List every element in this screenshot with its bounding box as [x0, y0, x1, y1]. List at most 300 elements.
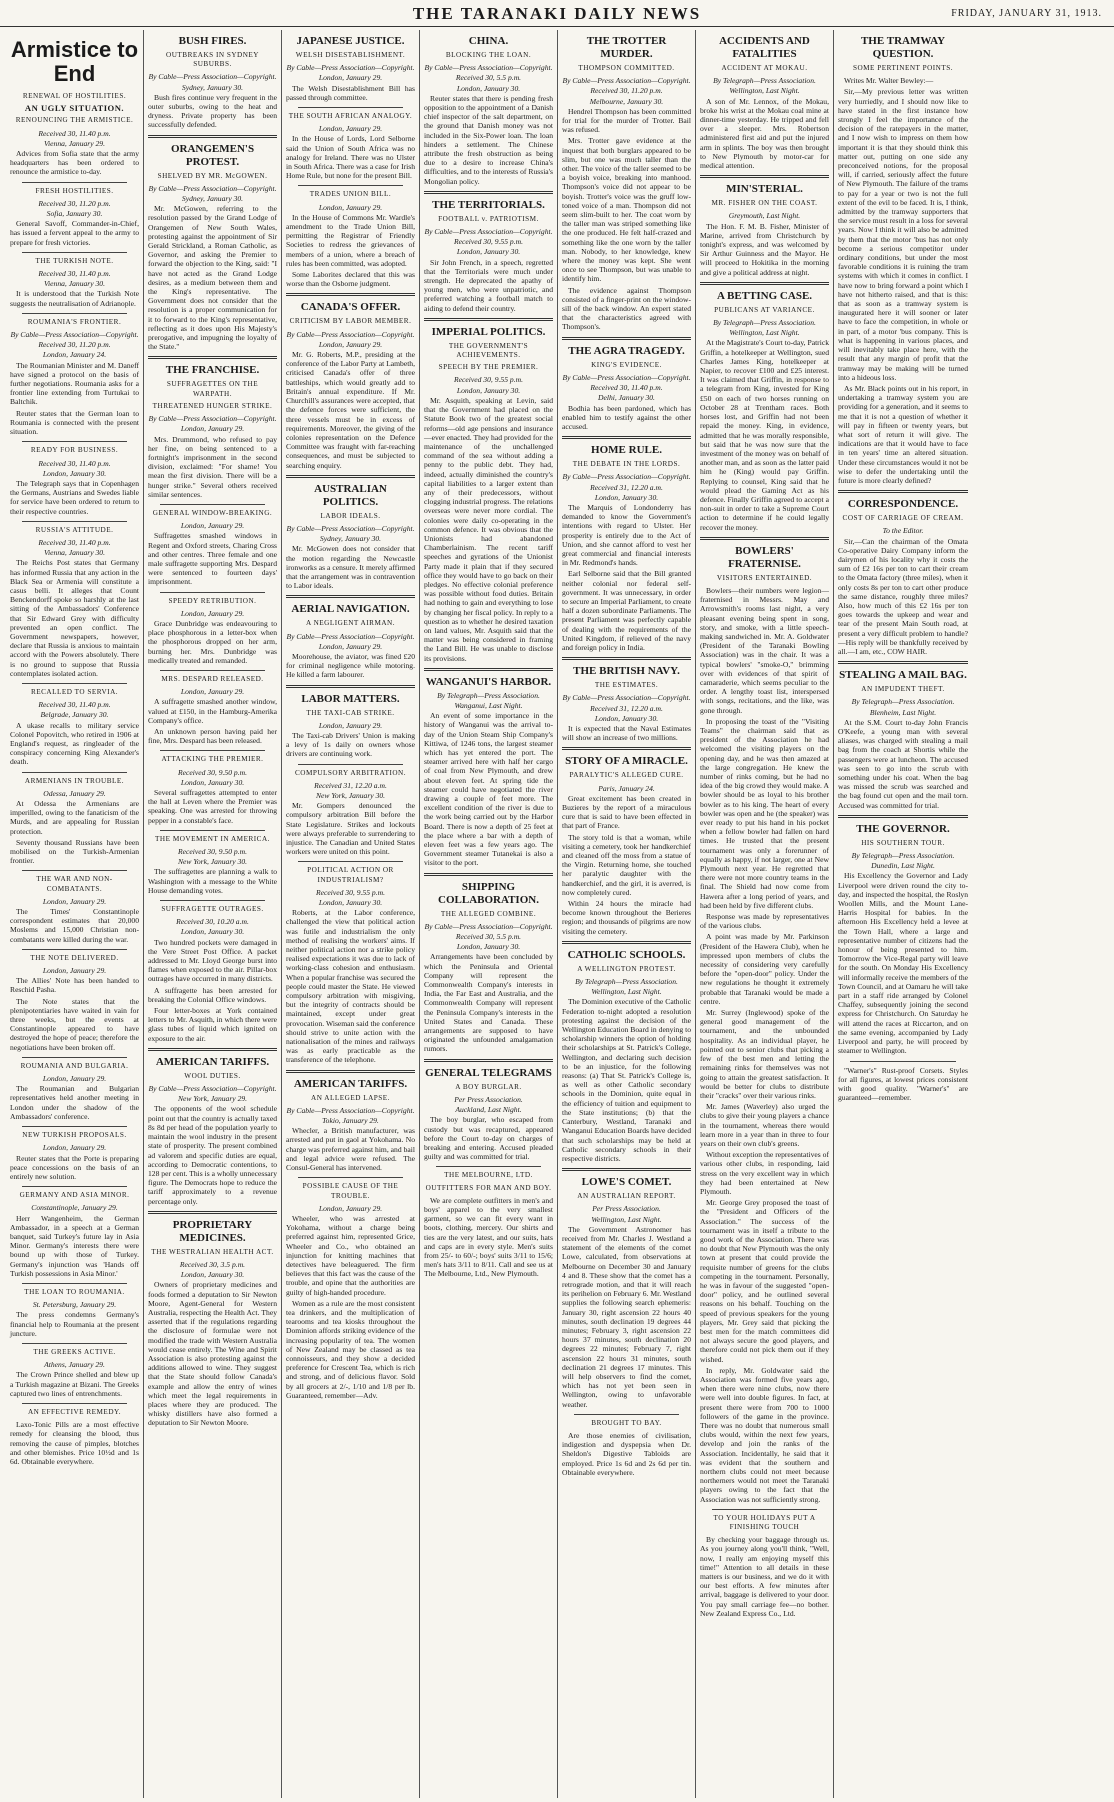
article-subheading: POLITICAL ACTION OR INDUSTRIALISM?	[307, 866, 394, 884]
article-paragraph: Several suffragettes attempted to enter the hall at Leven where the Premier was speaking. One was arrested for throwing pepper in a constable's face.	[148, 788, 277, 825]
article-dateline: By Cable—Press Association—Copyright.	[286, 329, 415, 339]
news-columns	[6, 30, 1110, 1798]
article	[10, 1403, 139, 1466]
article-headline: THE GOVERNOR.	[856, 822, 950, 835]
article-paragraph: A son of Mr. Lennox, of the Mokau, broke his wrist at the Mokau coal mine at dinner-time yesterday. He tripped and fell over a sleeper. Mrs. Robertson administered first aid and put the injured arm in splints. The boy was then brought to New Plymouth by motor-car for medical attention.	[700, 96, 829, 171]
article-paragraph: In the House of Lords, Lord Selborne said the Union of South Africa was no analogy for Ireland. There was no Ulster in South Africa. There was a case for Irish Home Rule, but none for the present Bill.	[286, 134, 415, 181]
section-rule	[298, 764, 403, 765]
section-rule	[160, 592, 265, 593]
article	[10, 182, 139, 247]
article-dateline: Received 30, 9.55 p.m.	[454, 375, 523, 385]
article-dateline: Sydney, January 30.	[181, 82, 244, 92]
article	[562, 657, 691, 742]
article-paragraph: The Times' Constantinople correspondent estimates that 20,000 Moslems and 15,000 Christian non-combatants were killed during the war.	[10, 907, 139, 944]
article-dateline: London, January 29.	[318, 720, 383, 730]
article-headline: AMERICAN TARIFFS.	[155, 1055, 270, 1068]
article-paragraph: The Taxi-cab Drivers' Union is making a levy of 1s daily on owners whose drivers are continuing work.	[286, 730, 415, 759]
news-column	[144, 30, 282, 1798]
article	[562, 35, 691, 332]
article-dateline: By Cable—Press Association—Copyright.	[424, 63, 553, 73]
section-rule	[574, 1414, 679, 1415]
section-rule	[22, 1186, 127, 1187]
article-headline: ORANGEMEN'S PROTEST.	[170, 142, 255, 168]
headline-rule	[148, 1048, 277, 1051]
article-dateline: Wanganui, Last Night.	[454, 700, 523, 710]
article-subheading: THE TAXI-CAB STRIKE.	[306, 708, 395, 717]
section-rule	[22, 1057, 127, 1058]
news-column	[6, 30, 144, 1798]
article-dateline: By Telegraph—Press Association.	[851, 697, 955, 707]
article-subheading: TO YOUR HOLIDAYS PUT A FINISHING TOUCH	[713, 1513, 816, 1532]
article-paragraph: The Marquis of Londonderry has demanded to know the Government's intentions with regard to Ulster. Her prosperity is entirely due to the Act of Union, and she cannot afford to vest her great commercial and financial interests in Mr. Redmond's hands.	[562, 502, 691, 568]
article-dateline: London, January 29.	[42, 966, 107, 976]
article-headline: GENERAL TELEGRAMS	[425, 1066, 552, 1079]
article-paragraph: Mr. McGowen, referring to the resolution passed by the Grand Lodge of Orangemen of New South Wales, protesting against the appointment of Sir Gerald Strickland, a Roman Catholic, as Governor, and asking the Premier to forward the objection to the King, said: "I have not acted as the Grand Lodge desires, as a medium between them and the King's representative. The Government does not consider that the resolution is a proper communication for it to forward to the King's representative, reflecting as it does upon His Majesty's prerogative, and impugning the loyalty of the State."	[148, 204, 277, 352]
article	[424, 318, 553, 663]
section-rule	[22, 521, 127, 522]
article-subheading: THE TURKISH NOTE.	[35, 256, 114, 265]
article-headline: CANADA'S OFFER.	[300, 301, 401, 314]
headline-rule	[838, 661, 968, 664]
news-column	[696, 30, 834, 1798]
article-dateline: Per Press Association.	[454, 1094, 523, 1104]
section-rule	[22, 252, 127, 253]
article-paragraph: Laxo-Tonic Pills are a most effective remedy for cleansing the blood, thus removing the cause of pimples, blotches and other blemishes. Price 10½d and 1s 6d. Obtainable everywhere.	[10, 1420, 139, 1466]
article-paragraph: Hendrel Thompson has been committed for trial for the murder of Trotter. Bail was refused.	[562, 106, 691, 135]
article-dateline: By Telegraph—Press Association.	[437, 690, 540, 700]
article-subheading: GERMANY AND ASIA MINOR.	[19, 1191, 130, 1200]
article-subheading: GENERAL WINDOW-BREAKING.	[152, 508, 273, 517]
article-subheading: A BOY BURGLAR.	[455, 1082, 522, 1091]
article-dateline: Received 30, 11.40 p.m.	[38, 700, 111, 710]
article-paragraph: Mrs. Drummond, who refused to pay her fine, on being sentenced to a fortnight's imprisonment in the second division, exclaimed: "For shame! You mean the first division. There will be a hunger strike." Several others received similar sentences.	[148, 434, 277, 499]
article	[562, 1168, 691, 1409]
article	[700, 1509, 829, 1618]
headline-rule	[148, 135, 277, 138]
article-subheading: ACCIDENT AT MOKAU.	[721, 64, 808, 72]
article	[562, 436, 691, 652]
article-subheading: RENEWAL OF HOSTILITIES.	[22, 92, 127, 100]
article-dateline: London, January 29.	[180, 608, 245, 618]
article-headline: BOWLERS' FRATERNISE.	[728, 544, 801, 570]
article	[286, 764, 415, 857]
article-headline: MIN'STERIAL.	[726, 183, 803, 196]
article-dateline: London, January 29.	[318, 339, 383, 349]
article	[562, 1414, 691, 1477]
section-rule	[436, 1166, 541, 1167]
article-dateline: Sydney, January 30.	[181, 194, 244, 204]
article-dateline: New York, January 29.	[177, 1094, 248, 1104]
article	[286, 293, 415, 469]
article-dateline: Wellington, Last Night.	[591, 987, 662, 997]
article-headline: THE FRANCHISE.	[165, 364, 260, 377]
article	[10, 1057, 139, 1121]
article	[562, 941, 691, 1163]
article-paragraph: Earl Selborne said that the Bill granted neither colonial nor federal self-government. It was unnecessary, in order to secure an Imperial Parliament, to create half a dozen subordinate Parliaments. The present Parliament was perfectly capable of dealing with the requirements of the United Kingdom, if relieved of the navy and foreign policy in India.	[562, 569, 691, 652]
article-dateline: Received 30, 11.40 p.m.	[38, 458, 111, 468]
news-column	[282, 30, 420, 1798]
article-paragraph: Advices from Sofia state that the army headquarters has been ordered to renounce the armistice to-day.	[10, 149, 139, 177]
article-subheading: AN EFFECTIVE REMEDY.	[27, 1407, 122, 1416]
article-dateline: London, January 29.	[318, 1203, 383, 1213]
article-subheading: OUTFITTERS FOR MAN AND BOY.	[425, 1183, 552, 1192]
article-subheading: THE MOVEMENT IN AMERICA.	[155, 834, 270, 843]
newspaper-title: THE TARANAKI DAILY NEWS	[412, 4, 702, 23]
article	[286, 185, 415, 288]
article-paragraph: The Welsh Disestablishment Bill has passed through committee.	[286, 83, 415, 102]
article-dateline: By Cable—Press Association—Copyright.	[286, 1105, 415, 1115]
article-headline: Armistice to End	[10, 37, 139, 86]
article-subheading: MRS. DESPARD RELEASED.	[161, 674, 264, 683]
article-paragraph: At the Magistrate's Court to-day, Patrick Griffin, a hotelkeeper at Wellington, sued Charles James King, hotelkeeper at Napier, to recover £100 and £25 interest. It was claimed that Griffin, in response to a telegram from King, invested for King £50 on each of two horses running on October 28 at Trentham races. Both horses lost, and Griffin had not been repaid the money. King, in evidence, admitted that he was morally responsible, but said that he was now sure that the investment of the money was on behalf of another man, and as soon as the latter paid him he (King) would pay Griffin. Replying to counsel, King said that he would plead the Gaming Act as his defence. Finally Griffin agreed to accept a non-suit in order to take a Supreme Court action to determine if he could legally recover the money.	[700, 338, 829, 532]
article-headline: A BETTING CASE.	[716, 289, 813, 302]
article-paragraph: The opponents of the wool schedule point out that the country is actually taxed 8s 8d per head of the population yearly to maintain the wool industry in the present state of prosperity. The present combined ad valorem and specific duties are equal, according to Democratic contentions, to 128 per cent. This is a wholly unnecessary figure. The Democrats hope to reduce the tariff approximately to a revenue percentage only.	[148, 1104, 277, 1206]
article-dateline: Per Press Association.	[592, 1204, 661, 1214]
article-dateline: By Cable—Press Association—Copyright.	[562, 693, 691, 703]
article-paragraph: Sir John French, in a speech, regretted that the Territorials were much under strength. He deprecated the apathy of young men, who were unpatriotic, and preferred watching a football match to aiding to defend their country.	[424, 257, 553, 313]
article-subheading: MR. FISHER ON THE COAST.	[711, 199, 818, 208]
article-dateline: Received 30, 11.40 p.m.	[38, 537, 111, 547]
article-paragraph: Bush fires continue very frequent in the outer suburbs, owing to the heat and dryness. Private property has been successfully defended.	[148, 92, 277, 130]
article-dateline: London, January 30.	[318, 898, 383, 908]
headline-rule	[424, 1059, 553, 1062]
section-rule	[22, 182, 127, 183]
article-headline: AUSTRALIAN POLITICS.	[314, 482, 387, 508]
article-dateline: By Cable—Press Association—Copyright.	[562, 472, 691, 482]
article-subheading: ATTACKING THE PREMIER.	[161, 755, 264, 764]
article-subheading: PUBLICANS AT VARIANCE.	[714, 305, 815, 314]
article	[286, 685, 415, 759]
article-subheading: ROUMANIA'S FRONTIER.	[27, 317, 122, 326]
article-subheading: POSSIBLE CAUSE OF THE TROUBLE.	[302, 1182, 399, 1200]
article-dateline: By Cable—Press Association—Copyright.	[286, 631, 415, 641]
article-dateline: By Cable—Press Association—Copyright.	[148, 414, 277, 424]
article-dateline: Received 30, 11.20 p.m.	[38, 340, 111, 350]
article-subheading: ARMENIANS IN TROUBLE.	[24, 776, 125, 785]
article-paragraph: Reuter states that the Porte is preparing peace concessions on the basis of an entirely new solution.	[10, 1153, 139, 1181]
article-paragraph: Mr. Gompers denounced the compulsory arbitration Bill before the State Legislature. Strikes and lockouts were always preferable to surrendering to injustice. The Canadian and United States workers were united on this point.	[286, 801, 415, 857]
article	[148, 750, 277, 824]
article	[286, 861, 415, 1064]
article	[148, 35, 277, 130]
article-dateline: Vienna, January 30.	[43, 548, 106, 558]
article-subheading: AN IMPUDENT THEFT.	[861, 685, 945, 694]
headline-rule	[286, 475, 415, 478]
article-paragraph: Women as a rule are the most consistent tea drinkers, and the multiplication of tearooms and tea kiosks throughout the Dominion affords striking evidence of the increasing popularity of tea. The women of New Zealand may be classed as tea connoisseurs, and they show a decided preference for Crescent Tea, which is rich and strong, and of delicious flavor. Sold by all grocers at 2/-, 1/10 and 1/8 per lb. Guaranteed, remember—Adv.	[286, 1298, 415, 1400]
article	[10, 870, 139, 943]
article	[562, 337, 691, 431]
headline-rule	[424, 668, 553, 671]
article-paragraph: A point was made by Mr. Parkinson (President of the Hawera Club), when he impressed upon members of clubs the necessity of considering very carefully before the "open-door" policy. Under the new regulations he thought it extremely probable that Taranaki would be made a centre.	[700, 932, 829, 1006]
article-subheading: THOMPSON COMMITTED.	[578, 64, 675, 72]
article	[10, 252, 139, 308]
headline-rule	[562, 1168, 691, 1171]
article-subheading: THE WAR AND NON-COMBATANTS.	[36, 875, 113, 893]
article-paragraph: Within 24 hours the miracle had become known throughout the Berieres region; and thousands of pilgrims are now visiting the cemetery.	[562, 899, 691, 936]
article-dateline: Delhi, January 30.	[598, 393, 655, 403]
article-paragraph: The Crown Prince shelled and blew up a Turkish magazine at Bizani. The Greeks captured two lines of entrenchments.	[10, 1370, 139, 1398]
article-headline: WANGANUI'S HARBOR.	[425, 675, 552, 688]
article-headline: THE TROTTER MURDER.	[586, 35, 667, 60]
headline-rule	[148, 1211, 277, 1214]
section-rule	[298, 107, 403, 108]
article	[148, 135, 277, 352]
article-subheading: BROUGHT TO BAY.	[591, 1418, 662, 1427]
article-headline: THE TRAMWAY QUESTION.	[860, 35, 946, 60]
article-paragraph: The Allies' Note has been handed to Reschid Pasha.	[10, 976, 139, 995]
article-dateline: By Cable—Press Association—Copyright.	[148, 1084, 277, 1094]
article	[10, 521, 139, 678]
article	[148, 1211, 277, 1428]
article-dateline: Auckland, Last Night.	[455, 1105, 522, 1115]
headline-rule	[562, 747, 691, 750]
article-paragraph: The evidence against Thompson consisted of a finger-print on the window-sill of the back window. An expert stated that the characteristics agreed with Thompson's.	[562, 285, 691, 332]
article-subheading: THE ESTIMATES.	[594, 681, 659, 690]
article-dateline: Melbourne, January 30.	[589, 96, 664, 106]
article-dateline: London, January 29.	[318, 73, 383, 83]
article-headline: CHINA.	[468, 35, 509, 47]
article-subheading: COMPULSORY ARBITRATION.	[294, 768, 407, 777]
article	[562, 747, 691, 935]
article-paragraph: Grace Dunbridge was endeavouring to place phosphorous in a letter-box when the phosphorous dropped on her arm, burning her. Mrs. Dunbridge was medically treated and remanded.	[148, 618, 277, 665]
article-subheading: SPEEDY RETRIBUTION.	[168, 596, 257, 605]
section-rule	[22, 1283, 127, 1284]
news-column	[558, 30, 696, 1798]
headline-rule	[562, 657, 691, 660]
article-dateline: Received 30, 11.40 p.m.	[38, 269, 111, 279]
article	[148, 504, 277, 587]
article-paragraph: Mr. G. Roberts, M.P., presiding at the conference of the Labor Party at Lambeth, criticised Canada's offer of three battleships, which would greatly add to Britain's annual expenditure. If Mr. Churchill's assurances were accepted, that the defence forces were sufficient, the three vessels must be in excess of requirements. Moreover, the giving of the colonies representation on the Defence Committee was fraught with far-reaching consequences, and must be subjected to searching enquiry.	[286, 350, 415, 470]
article-headline: THE AGRA TRAGEDY.	[568, 344, 685, 357]
article-paragraph: At the S.M. Court to-day John Francis O'Keefe, a young man with several aliases, was charged with stealing a mail bag from the coach at Shortis while the passengers were at luncheon. The accused was seen to go into the scrub with something under his coat. When the bag was missed the scrub was searched and the bag found cut open and the mail torn. Accused was committed for trial.	[838, 717, 968, 810]
article-dateline: London, January 29.	[180, 521, 245, 531]
article-dateline: Received 30, 9.55 p.m.	[454, 237, 523, 247]
article-paragraph: Wheeler, who was arrested at Yokohama, without a charge being preferred against him, represented Grice, Wheeler and Co., who obtained an injunction for knitting machines that detectives have beleaguered. The firm believes that this fact was the cause of the trouble, and opine that the authorities are guilty of high-handed procedure.	[286, 1213, 415, 1297]
article-dateline: Tokio, January 29.	[322, 1116, 379, 1126]
article	[10, 683, 139, 767]
headline-rule	[838, 815, 968, 818]
article	[10, 1126, 139, 1181]
article-paragraph: Response was made by representatives of the various clubs.	[700, 912, 829, 931]
section-rule	[22, 1343, 127, 1344]
section-rule	[160, 900, 265, 901]
article-dateline: Paris, January 24.	[598, 783, 655, 793]
article-dateline: Blenheim, Last Night.	[869, 707, 937, 717]
section-rule	[22, 870, 127, 871]
article-subheading: AN ALLEGED LAPSE.	[311, 1093, 390, 1102]
article	[10, 1283, 139, 1338]
article	[700, 175, 829, 277]
article-paragraph: Some Laborites declared that this was worse than the Osborne judgment.	[286, 270, 415, 289]
article-dateline: Constantinople, January 29.	[31, 1203, 118, 1213]
news-column	[834, 30, 972, 1798]
article-dateline: Received 30, 11.40 p.m.	[38, 128, 111, 138]
article-headline: PROPRIETARY MEDICINES.	[172, 1218, 253, 1244]
article-dateline: Received 30, 5.5 p.m.	[455, 932, 522, 942]
article-dateline: By Cable—Press Association—Copyright.	[286, 63, 415, 73]
article-subheading: HIS SOUTHERN TOUR.	[861, 838, 945, 847]
article-dateline: Received 30, 9.55 p.m.	[316, 887, 385, 897]
article-paragraph: Mr. George Grey proposed the toast of the "President and Officers of the Association." The success of the tournament was in itself a tribute to the good work of the Association. There was no doubt that New Plymouth was the only town at present that could provide the requisite number of greens for the clubs competing in the tournament. Personally, he was in favour of the suggested "open-door" policy, and he outlined several reasons on his behalf. Touching on the speed of previous speakers for the young players, Mr. Grey said that picking the best men for the match committees did not always secure the good players, and therefore could not pick them out if they wished.	[700, 1198, 829, 1364]
article-dateline: London, January 30.	[456, 83, 521, 93]
article	[424, 35, 553, 186]
article-subheading: THE MELBOURNE, LTD.	[444, 1171, 533, 1180]
section-rule	[22, 772, 127, 773]
article	[286, 107, 415, 180]
article-dateline: Dunedin, Last Night.	[871, 861, 935, 871]
article-subheading: RUSSIA'S ATTITUDE.	[35, 525, 114, 534]
article-paragraph: Mr. James (Waverley) also urged the clubs to give their young players a chance in the tournament, whereas there would learn more in a year than in three to four years on their own club's greens.	[700, 1102, 829, 1148]
article-subheading: READY FOR BUSINESS.	[30, 446, 119, 455]
headline-rule	[424, 873, 553, 876]
article-subheading: CRITICISM BY LABOR MEMBER.	[289, 317, 412, 326]
article-dateline: Received 30, 3.5 p.m.	[179, 1259, 246, 1269]
article-paragraph: Arrangements have been concluded by which the Peninsula and Oriental Company will represent the Commonwealth Company's interests in India, the Far East and Australia, and the Commonwealth Company will represent the Peninsula Company's interests in the United States and Canada. These arrangements are supposed to have originated the unfounded amalgamation rumors.	[424, 952, 553, 1054]
article	[286, 35, 415, 102]
article-dateline: London, January 29.	[318, 124, 383, 134]
article-subheading: AN AUSTRALIAN REPORT.	[577, 1192, 676, 1201]
article-dateline: Received 30, 9.50 p.m.	[178, 847, 247, 857]
article-dateline: Received 31, 12.20 a.m.	[590, 703, 663, 713]
article-subheading: FRESH HOSTILITIES.	[35, 186, 114, 195]
article-dateline: Wellington, Last Night.	[729, 86, 800, 96]
article	[148, 900, 277, 1043]
article-dateline: Greymouth, Last Night.	[728, 211, 801, 221]
article-subheading: LABOR IDEALS.	[320, 511, 381, 520]
section-rule	[160, 750, 265, 751]
article-dateline: London, January 30.	[456, 942, 521, 952]
headline-rule	[562, 436, 691, 439]
article-headline: LABOR MATTERS.	[301, 692, 400, 705]
masthead	[0, 0, 1114, 27]
article-subheading: SHELVED BY MR. McGOWEN.	[157, 171, 268, 180]
article-dateline: New York, January 30.	[315, 790, 386, 800]
article-paragraph: In the House of Commons Mr. Wardle's amendment to the Trade Union Bill, permitting the Registrar of Friendly Societies to redress the grievances of members of a union, where a breach of rules has been committed, was adopted.	[286, 212, 415, 268]
article-paragraph: Suffragettes smashed windows in Regent and Oxford streets, Charing Cross and other centres. Three female and one male suffragette supporting Mrs. Despard were sentenced to fourteen days' imprisonment.	[148, 531, 277, 587]
section-rule	[22, 313, 127, 314]
section-rule	[22, 1126, 127, 1127]
article-dateline: Received 30, 11.20 p.m.	[590, 86, 663, 96]
article-paragraph: Bowlers—their numbers were legion—fraternised in Messrs. May and Arrowsmith's rooms last night, a very pleasant evening being spent in song, story, and smoke, with a little speech-making sandwiched in. Mr. A. Goldwater (President of the Taranaki Bowling Association) was in the chair. It was a typical bowlers' "smoke-O," brimming over with evidences of that spirit of camaraderie, which seems peculiar to the order. A lengthy toast list, interspersed with songs, recitations, and the like, was gone through.	[700, 585, 829, 715]
article-paragraph: Moorehouse, the aviator, was fined £20 for criminal negligence while motoring. He killed a farm labourer.	[286, 651, 415, 680]
article-paragraph: General Savoff, Commander-in-Chief, has issued a fervent appeal to the army to prepare for fresh victories.	[10, 219, 139, 247]
article-subheading: KING'S EVIDENCE.	[591, 360, 662, 369]
article-subheading: PARALYTIC'S ALLEGED CURE.	[569, 771, 684, 780]
section-rule	[298, 185, 403, 186]
article-paragraph: It is understood that the Turkish Note suggests the neutralisation of Adrianople.	[10, 289, 139, 308]
article-headline: ACCIDENTS AND FATALITIES	[719, 35, 810, 60]
article-dateline: London, January 29.	[42, 1143, 107, 1153]
article	[286, 595, 415, 679]
article-headline: JAPANESE JUSTICE.	[296, 35, 405, 47]
article	[148, 592, 277, 665]
article	[148, 356, 277, 498]
article-paragraph: The suffragettes are planning a walk to Washington with a message to the White House demanding votes.	[148, 867, 277, 895]
article-paragraph: At Odessa the Armenians are imperilled, owing to the fanaticism of the Murds, and are appealing for Russian protection.	[10, 799, 139, 836]
headline-rule	[286, 595, 415, 598]
section-rule	[298, 1177, 403, 1178]
headline-rule	[148, 356, 277, 359]
article-headline: IMPERIAL POLITICS.	[431, 325, 546, 338]
article-subheading: BLOCKING THE LOAN.	[445, 51, 532, 59]
article	[10, 772, 139, 866]
article-headline: HOME RULE.	[591, 444, 662, 457]
article-paragraph: Whecler, a British manufacturer, was arrested and put in gaol at Yokohama. No charge was preferred against him, and bail and legal advice were refused. The Consul-General has intervened.	[286, 1126, 415, 1173]
article-paragraph: The Reichs Post states that Germany has informed Russia that any action in the Black Sea or Armenia will constitute a casus belli. It alleges that Count Benckendorff spoke so harshly at the last sitting of the Ambassadors' Conference that Sir Edward Grey with difficulty prevented an open conflict. The Government newspapers, however, declare that Russia is anxious to maintain accord with the Powers absolutely. There is no ground to suppose that Russia contemplates isolated action.	[10, 558, 139, 678]
article-dateline: Received 30, 11.20 p.m.	[38, 198, 111, 208]
article-paragraph: Owners of proprietary medicines and foods formed a deputation to Sir Newton Moore, Agent-General for Western Australia, respecting the Health Act. They asserted that if the regulations regarding the disclosure of formulae were not modified the trade with Western Australia would cease entirely. The Wine and Spirit Association is also protesting against the additions allowed to wine. They suggest that the State should follow Canada's example and allow the entry of wines which meet the legal requirements in places where they are produced. The whisky distillers have also formed a deputation to Sir Newton Moore.	[148, 1280, 277, 1428]
article-paragraph: The Hon. F. M. B. Fisher, Minister of Marine, arrived from Christchurch by tonight's express, and was welcomed by Sir Arthur Guinness and the Mayor. He will proceed to Hokitika in the morning and give a political address at night.	[700, 221, 829, 277]
article-dateline: By Telegraph—Press Association.	[713, 76, 816, 86]
headline-rule	[700, 175, 829, 178]
article-paragraph: It is expected that the Naval Estimates will show an increase of two millions.	[562, 723, 691, 743]
article	[10, 38, 139, 177]
article-headline: CATHOLIC SCHOOLS.	[567, 948, 686, 961]
article-paragraph: Mrs. Trotter gave evidence at the inquest that both burglars appeared to be slim, but one was much taller than the other. The voice of the taller seemed to be a boyish voice, breaking into manhood. Thompson's voice did not appear to be boyish. Trotter's voice was the gruff low-toned voice of a man. Thompson did not seem slim-built to her. The coat worn by the taller man was striped something like the one produced. He felt half-crazed and something like the one worn by the taller man. Nobody, to her knowledge, knew where the money was kept. She went once to see Thompson, but was unable to identify him.	[562, 136, 691, 284]
article-paragraph: Writes Mr. Walter Bewley:—	[844, 76, 934, 86]
article-subheading: THE DEBATE IN THE LORDS.	[572, 460, 681, 469]
article-paragraph: In reply, Mr. Goldwater said the Association was formed five years ago, when there were nine clubs, now there were well into double figures. In fact, at present there were from 700 to 1000 followers of the game in the province. There was no doubt that numerous small clubs would, within the next few years, develop and join the ranks of the Association. Incidentally, he said that it was evident that the southern and northern clubs could not meet because northerners would not meet the Taranaki players owing to the fact that the Association was not sufficiently strong.	[700, 1365, 829, 1504]
section-rule	[22, 1403, 127, 1404]
section-rule	[22, 683, 127, 684]
article-paragraph: Mr. McGowen does not consider that the motion regarding the Newcastle ironworks as a censure. It merely affirmed that the arrangement was in contravention to Labor ideals.	[286, 544, 415, 591]
article	[424, 1166, 553, 1278]
article-paragraph: Sir,—Can the chairman of the Omata Co-operative Dairy Company inform the dairymen of his locality why it costs the sum of £2 16s per ton to cart their cream to the Omata factory (three miles), when it only costs 8s per ton to cart other produce the same distance, roughly three miles? Also, how much of this £2 16s per ton goes towards the upkeep and wear and tear of the present Main South road, at present a very difficult problem to handle?—His reply will be thankfully received by all.—I am, etc., COW HAIR.	[838, 536, 968, 656]
article-dateline: Vienna, January 29.	[43, 138, 106, 148]
article-paragraph: The boy burglar, who escaped from custody but was recaptured, appeared before the Court to-day on charges of breaking and entering. Accused pleaded guilty and was committed for trial.	[424, 1115, 553, 1162]
article-dateline: Wellington, Last Night.	[591, 1214, 662, 1224]
article-paragraph: Sir,—My previous letter was written very hurriedly, and I should now like to have stated in the first instance how strongly I feel the importance of the decision of the ratepayers in the matter, and I now wish to impress on them how important it is that they should think this matter out, putting on one side any preconceived notions, for the proposal will, if carried, seriously affect the future of New Plymouth. The failure of the trams to pay for a year or two is not the full extent of the evil to be faced. It is, I think, admitted by the tramway supporters that the service must result in a loss for several years. Now I think it will also be admitted by them that the motor 'bus has not only become a serious competitor under ordinary conditions, but under the most favorable conditions it is ruining the tram systems with which it comes in conflict. I have now to bring forward a point which I have not hitherto raised, and that is this: that as soon as a tramway system is inaugurated here it will sooner or later have to face the competition, in whole or in part, of a motor 'bus company. This is what is happening in various places, and will inevitably take place here, with the result that any margin of profit that the tramway may be making will be turned into a hideous loss.	[838, 87, 968, 382]
article-dateline: To the Editor.	[882, 526, 924, 536]
article-paragraph: Without exception the representatives of various other clubs, in responding, laid stress on the very excellent way in which they had been entertained at New Plymouth.	[700, 1150, 829, 1196]
article-subheading: SUFFRAGETTES ON THE WARPATH.	[166, 380, 259, 398]
article-subheading: SUFFRAGETTE OUTRAGES.	[161, 905, 264, 914]
article-dateline: London, January 30.	[42, 468, 107, 478]
article-dateline: Received 31, 12.20 a.m.	[590, 482, 663, 492]
section-rule	[22, 949, 127, 950]
article-subheading: WOOL DUTIES.	[184, 1071, 241, 1080]
article	[286, 1177, 415, 1400]
article-dateline: Wellington, Last Night.	[729, 328, 800, 338]
article-dateline: By Telegraph—Press Association.	[851, 851, 955, 861]
section-rule	[160, 670, 265, 671]
article-dateline: By Cable—Press Association—Copyright.	[10, 330, 139, 340]
article-paragraph: The Note states that the plenipotentiaries have waited in vain for three weeks, but the events at Constantinople appeared to have destroyed the hope of peace; therefore the negotiations have been broken off.	[10, 996, 139, 1052]
article-paragraph: Four letter-boxes at York contained letters to Mr. Asquith, in which there were glass tubes of liquid which ignited on exposure to the air.	[148, 1006, 277, 1043]
article-subheading: SOME PERTINENT POINTS.	[852, 64, 954, 72]
article	[838, 815, 968, 1056]
article-subheading: OUTBREAKS IN SYDNEY SUBURBS.	[166, 51, 259, 69]
article-subheading: THE NOTE DELIVERED.	[30, 953, 119, 962]
article-paragraph: Herr Wangenheim, the German Ambassador, in a speech at a German banquet, said Turkey's future lay in Asia Minor. Germany's interests there were bound up with those of Turkey. Germany's injunction was 'Hands off Turkish possessions in Asia Minor.'	[10, 1213, 139, 1278]
headline-rule	[562, 941, 691, 944]
headline-rule	[424, 318, 553, 321]
article-dateline: London, January 30.	[456, 385, 521, 395]
headline-rule	[286, 293, 415, 296]
article	[148, 830, 277, 895]
section-rule	[160, 830, 265, 831]
article	[424, 668, 553, 868]
article-paragraph: By checking your baggage through us. As you journey along you'll think, "Well, now, I really am enjoying myself this time!" Attention to all details in these matters is our business, and we do it with our best efforts. A few minutes after arrival, baggage is delivered to your door. You pay small carriage fee—no bother. New Zealand Express Co., Ltd.	[700, 1535, 829, 1618]
article-paragraph: Are those enemies of civilisation, indigestion and dyspepsia when Dr. Sheldon's Digestive Tabloids are employed. Price 1s 6d and 2s 6d per tin. Obtainable everywhere.	[562, 1430, 691, 1477]
article-subheading: RECALLED TO SERVIA.	[30, 687, 119, 696]
article-dateline: London, January 30.	[594, 492, 659, 502]
article-dateline: Athens, January 29.	[44, 1360, 105, 1370]
article-paragraph: Great excitement has been created in Buzieres by the report of a miraculous cure that is said to have been effected in that part of France.	[562, 793, 691, 831]
article-paragraph: The story told is that a woman, while visiting a cemetery, took her handkerchief and cleaned off the moss from a statue of the Virgin. Returning home, she touched her paralytic daughter with the handkerchief, and the girl, it is averred, is now completely cured.	[562, 832, 691, 897]
article-dateline: By Cable—Press Association—Copyright.	[286, 523, 415, 533]
article-dateline: Received 30, 9.50 p.m.	[178, 767, 247, 777]
